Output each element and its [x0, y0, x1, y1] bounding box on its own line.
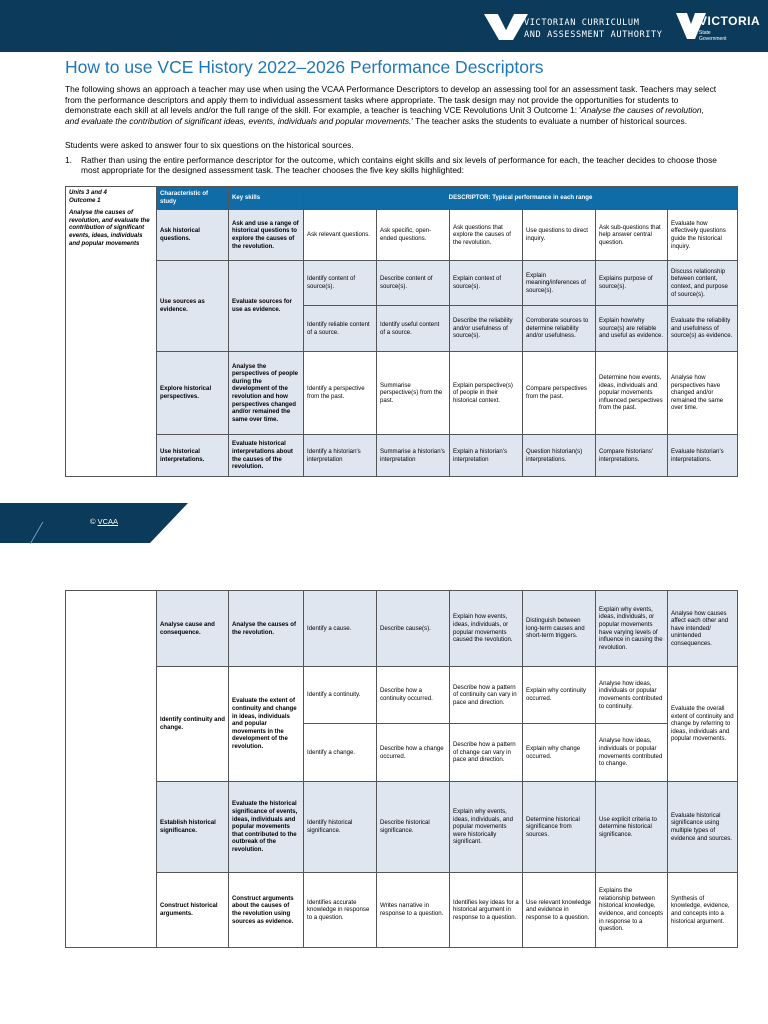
table-row [66, 591, 738, 667]
key-skill-cell: Evaluate sources for use as evidence. [229, 261, 304, 352]
descriptor-cell: Identify historical significance. [304, 782, 377, 873]
characteristic-cell: Use sources as evidence. [157, 261, 229, 352]
descriptor-cell: Identify a perspective from the past. [304, 352, 377, 435]
descriptor-cell: Analyse how ideas, individuals or popular movements contributed to change. [596, 724, 668, 782]
descriptor-cell: Summarise a historian's interpretation [377, 435, 450, 477]
descriptor-cell: Explain why change occurred. [523, 724, 596, 782]
descriptor-cell: Explain why continuity occurred. [523, 667, 596, 724]
descriptor-cell: Evaluate how effectively questions guide the historical inquiry. [668, 210, 738, 261]
descriptor-cell: Analyse how perspectives have changed and/or remained the same over time. [668, 352, 738, 435]
intro-text-part1: The following shows an approach a teacher may use when using the VCAA Performance Descriptors to develop an assessing tool for an assessment task. Teachers may select from the performance descriptors and apply them to individual assessment tasks where appropriate. The task design may not provide the opportunities for students to demonstrate each skill at all levels and/or the full range of the skill. For example, a teacher is teaching VCE Revolutions Unit 3 Outcome 1: ' [65, 84, 717, 116]
key-skill-cell: Ask and use a range of historical questions to explore the causes of the revolution. [229, 210, 304, 261]
key-skill-cell: Construct arguments about the causes of the revolution using sources as evidence. [229, 873, 304, 948]
descriptor-cell: Summarise perspective(s) from the past. [377, 352, 450, 435]
table-row [66, 667, 738, 724]
vcaa-link[interactable]: VCAA [97, 517, 119, 526]
descriptor-cell: Compare historians' interpretations. [596, 435, 668, 477]
descriptor-cell: Identify a historian's interpretation [304, 435, 377, 477]
descriptor-cell: Identify useful content of a source. [377, 306, 450, 352]
questions-paragraph: Students were asked to answer four to six questions on the historical sources. [65, 140, 354, 150]
descriptor-cell: Writes narrative in response to a question. [377, 873, 450, 948]
descriptor-cell: Explains purpose of source(s). [596, 261, 668, 306]
descriptor-cell: Corroborate sources to determine reliability and/or usefulness. [523, 306, 596, 352]
victoria-subtitle-line2: Government [699, 36, 727, 42]
table-row [66, 352, 738, 435]
descriptor-cell: Describe how a change occurred. [377, 724, 450, 782]
outcome-cell [66, 187, 157, 477]
descriptor-cell: Explain how events, ideas, individuals, or popular movements caused the revolution. [450, 591, 523, 667]
descriptor-cell: Explain how/why source(s) are reliable and useful as evidence. [596, 306, 668, 352]
descriptor-cell: Evaluate the reliability and usefulness of source(s) as evidence. [668, 306, 738, 352]
descriptor-cell: Describe content of source(s). [377, 261, 450, 306]
vcaa-wordmark-line1: VICTORIAN CURRICULUM [524, 18, 640, 28]
descriptor-cell: Identify a continuity. [304, 667, 377, 724]
descriptor-cell: Synthesis of knowledge, evidence, and concepts into a historical argument. [668, 873, 738, 948]
descriptor-cell: Explains the relationship between historical knowledge, evidence, and concepts in response to a question. [596, 873, 668, 948]
descriptor-cell: Ask relevant questions. [304, 210, 377, 261]
descriptor-cell: Distinguish between long-term causes and short-term triggers. [523, 591, 596, 667]
characteristic-cell: Analyse cause and consequence. [157, 591, 229, 667]
descriptor-cell: Use relevant knowledge and evidence in response to a question. [523, 873, 596, 948]
characteristic-cell: Construct historical arguments. [157, 873, 229, 948]
descriptor-cell: Describe how a pattern of continuity can vary in pace and direction. [450, 667, 523, 724]
descriptor-cell: Ask sub-questions that help answer central question. [596, 210, 668, 261]
descriptor-cell: Explain why events, ideas, individuals, and popular movements were historically significant. [450, 782, 523, 873]
performance-descriptor-table-2 [65, 590, 738, 948]
descriptor-cell: Describe how a pattern of change can vary in pace and direction. [450, 724, 523, 782]
performance-descriptor-table-1 [65, 186, 738, 477]
table-row [66, 210, 738, 261]
descriptor-cell: Describe historical significance. [377, 782, 450, 873]
descriptor-cell: Identify a cause. [304, 591, 377, 667]
descriptor-cell: Identify a change. [304, 724, 377, 782]
key-skill-cell: Evaluate historical interpretations about the causes of the revolution. [229, 435, 304, 477]
descriptor-cell: Question historian(s) interpretations. [523, 435, 596, 477]
page-title: How to use VCE History 2022–2026 Performance Descriptors [65, 57, 544, 77]
descriptor-cell: Describe how a continuity occurred. [377, 667, 450, 724]
descriptor-cell: Describe the reliability and/or usefulness of source(s). [450, 306, 523, 352]
key-skill-cell: Evaluate the extent of continuity and change in ideas, individuals and popular movements in the development of the revolution. [229, 667, 304, 782]
header-descriptor: DESCRIPTOR: Typical performance in each range [304, 187, 738, 210]
victoria-subtitle-line1: State [699, 30, 711, 36]
table-row [66, 873, 738, 948]
outcome-label: Outcome 1 [69, 196, 101, 204]
step-text: Rather than using the entire performance descriptor for the outcome, which contains eight skills and six levels of performance for each, the teacher decides to choose those most appropriate for the designed assessment task. The teacher chooses the five key skills highlighted: [81, 155, 717, 175]
descriptor-cell: Analyse how causes affect each other and have intended/ unintended consequences. [668, 591, 738, 667]
descriptor-cell: Identify reliable content of a source. [304, 306, 377, 352]
header-key-skills: Key skills [229, 187, 304, 210]
table-row [66, 261, 738, 306]
header-characteristic: Characteristic of study [157, 187, 229, 210]
characteristic-cell: Ask historical questions. [157, 210, 229, 261]
intro-outcome-quote: Analyse the causes of revolution, and evaluate the contribution of significant ideas, events, individuals and popular movements. [65, 105, 704, 126]
descriptor-cell: Ask specific, open-ended questions. [377, 210, 450, 261]
step-number: 1. [65, 155, 72, 165]
descriptor-cell: Identifies key ideas for a historical argument in response to a question. [450, 873, 523, 948]
intro-paragraph [65, 84, 720, 126]
descriptor-cell: Explain a historian's interpretation [450, 435, 523, 477]
descriptor-cell: Describe cause(s). [377, 591, 450, 667]
descriptor-cell: Determine how events, ideas, individuals and popular movements influenced perspectives from the past. [596, 352, 668, 435]
outcome-cell-empty [66, 591, 157, 948]
descriptor-cell: Discuss relationship between content, context, and purpose of source(s). [668, 261, 738, 306]
characteristic-cell: Explore historical perspectives. [157, 352, 229, 435]
descriptor-cell: Explain context of source(s). [450, 261, 523, 306]
characteristic-cell: Use historical interpretations. [157, 435, 229, 477]
descriptor-cell: Identifies accurate knowledge in response to a question. [304, 873, 377, 948]
descriptor-cell: Explain meaning/inferences of source(s). [523, 261, 596, 306]
descriptor-cell: Explain perspective(s) of people in their historical context. [450, 352, 523, 435]
descriptor-cell: Ask questions that explore the causes of the revolution. [450, 210, 523, 261]
victoria-subtitle [699, 30, 727, 42]
descriptor-cell: Use questions to direct inquiry. [523, 210, 596, 261]
descriptor-cell: Compare perspectives from the past. [523, 352, 596, 435]
copyright [90, 517, 118, 526]
characteristic-cell: Identify continuity and change. [157, 667, 229, 782]
table-row [66, 782, 738, 873]
descriptor-cell: Explain why events, ideas, individuals, or popular movements have varying levels of influence in causing the revolution. [596, 591, 668, 667]
descriptor-cell: Evaluate the overall extent of continuity and change by referring to ideas, individuals and popular movements. [668, 667, 738, 782]
vcaa-logo-icon [484, 12, 528, 42]
key-skill-cell: Evaluate the historical significance of events, ideas, individuals and popular movements that contributed to the outbreak of the revolution. [229, 782, 304, 873]
unit-label: Units 3 and 4 [69, 189, 107, 196]
vcaa-wordmark [524, 17, 663, 41]
table-row [66, 435, 738, 477]
intro-text-part2: ' The teacher asks the students to evaluate a number of historical sources. [411, 115, 688, 126]
victoria-wordmark: VICTORIA [699, 14, 761, 28]
copyright-symbol: © [90, 517, 98, 526]
vcaa-wordmark-line2: AND ASSESSMENT AUTHORITY [524, 30, 663, 40]
key-skill-cell: Analyse the perspectives of people during the development of the revolution and how perspectives changed and/or remained the same over time. [229, 352, 304, 435]
descriptor-cell: Identify content of source(s). [304, 261, 377, 306]
descriptor-cell: Analyse how ideas, individuals or popular movements contributed to continuity. [596, 667, 668, 724]
descriptor-cell: Evaluate historian's interpretations. [668, 435, 738, 477]
characteristic-cell: Establish historical significance. [157, 782, 229, 873]
outcome-text: Analyse the causes of revolution, and evaluate the contribution of significant events, ideas, individuals and popular movements [69, 209, 150, 247]
descriptor-cell: Use explicit criteria to determine historical significance. [596, 782, 668, 873]
table1-header-row [66, 187, 738, 210]
descriptor-cell: Evaluate historical significance using multiple types of evidence and sources. [668, 782, 738, 873]
descriptor-cell: Determine historical significance from sources. [523, 782, 596, 873]
key-skill-cell: Analyse the causes of the revolution. [229, 591, 304, 667]
